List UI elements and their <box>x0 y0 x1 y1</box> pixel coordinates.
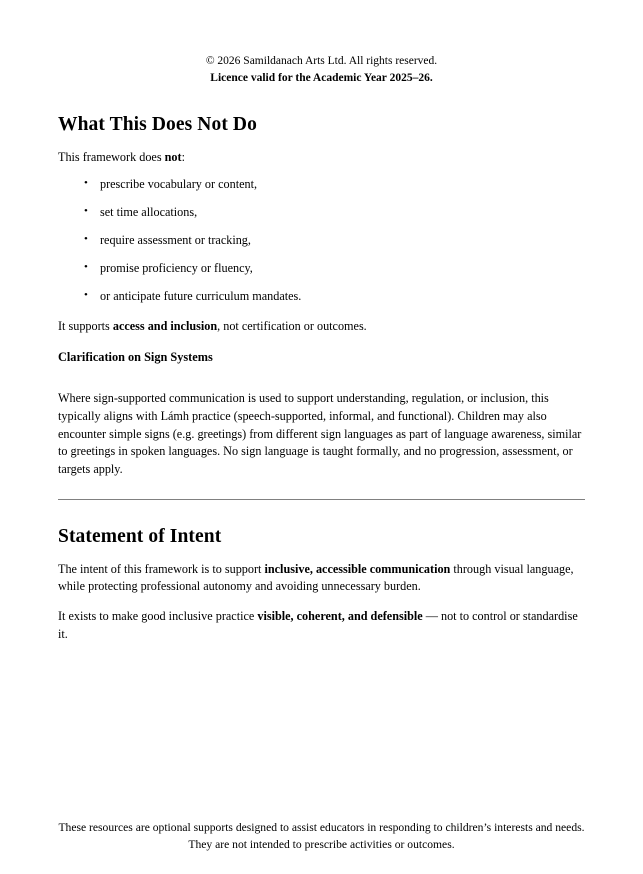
list-item-label: promise proficiency or fluency, <box>100 260 253 275</box>
list-item-label: set time allocations, <box>100 204 198 219</box>
bullet-icon: • <box>84 204 88 217</box>
document-body <box>58 114 585 643</box>
support-suffix: , not certification or outcomes. <box>217 319 367 334</box>
intro-suffix: : <box>181 150 185 165</box>
section-divider <box>58 499 585 500</box>
section-title-what-this-does-not-do: What This Does Not Do <box>58 114 257 136</box>
intent-2-suffix: — not to control or standardise it. <box>58 609 578 641</box>
clarification-block <box>58 390 585 478</box>
intent-paragraph-1 <box>58 561 585 596</box>
bullet-icon: • <box>84 232 88 245</box>
intro-emphasis: not <box>164 150 182 165</box>
document-footer <box>58 820 585 854</box>
copyright-line: © 2026 Samildanach Arts Ltd. All rights reserved. <box>205 55 438 67</box>
intent-1-emphasis: inclusive, accessible communication <box>264 561 451 576</box>
list-item <box>58 232 585 249</box>
footer-note: These resources are optional supports designed to assist educators in responding to children’s interests and needs. They are not intended to prescribe activities or outcomes. <box>58 821 585 851</box>
list-item-label: require assessment or tracking, <box>100 232 251 247</box>
list-item-label: or anticipate future curriculum mandates. <box>100 288 302 303</box>
list-item <box>58 288 585 305</box>
list-item-label: prescribe vocabulary or content, <box>100 176 258 191</box>
list-item <box>58 176 585 193</box>
licence-line: Licence valid for the Academic Year 2025–26. <box>210 71 433 84</box>
bullet-icon: • <box>84 260 88 273</box>
intent-1-suffix: through visual language, while protecting professional autonomy and avoiding unnecessary burden. <box>58 561 574 594</box>
statement-of-intent-section <box>58 526 585 643</box>
support-paragraph <box>58 318 403 335</box>
section-title-statement-of-intent: Statement of Intent <box>58 525 222 547</box>
support-emphasis: access and inclusion <box>112 319 218 334</box>
intent-2-prefix: It exists to make good inclusive practice <box>58 609 258 624</box>
bullet-icon: • <box>84 176 88 189</box>
intent-1-prefix: The intent of this framework is to support <box>58 561 265 576</box>
intent-2-emphasis: visible, coherent, and defensible <box>257 609 423 624</box>
support-prefix: It supports <box>58 319 113 334</box>
intro-prefix: This framework does <box>58 150 165 165</box>
list-item <box>58 260 585 277</box>
intent-paragraph-2 <box>58 608 585 643</box>
intro-paragraph <box>58 149 403 166</box>
clarification-paragraph: Where sign-supported communication is used to support understanding, regulation, or inclusion, this typically aligns with Lámh practice (speech-supported, informal, and functional). Children may also encounter simple signs (e.g. greetings) from different sign languages as part of language awareness, similar to greetings in spoken languages. No sign language is taught formally, and no progression, assessment, or targets apply. <box>58 391 582 477</box>
exclusions-list <box>58 176 585 305</box>
subsection-title-clarification-on-sign-systems: Clarification on Sign Systems <box>58 350 213 365</box>
list-item <box>58 204 585 221</box>
bullet-icon: • <box>84 288 88 301</box>
document-header <box>0 0 643 86</box>
